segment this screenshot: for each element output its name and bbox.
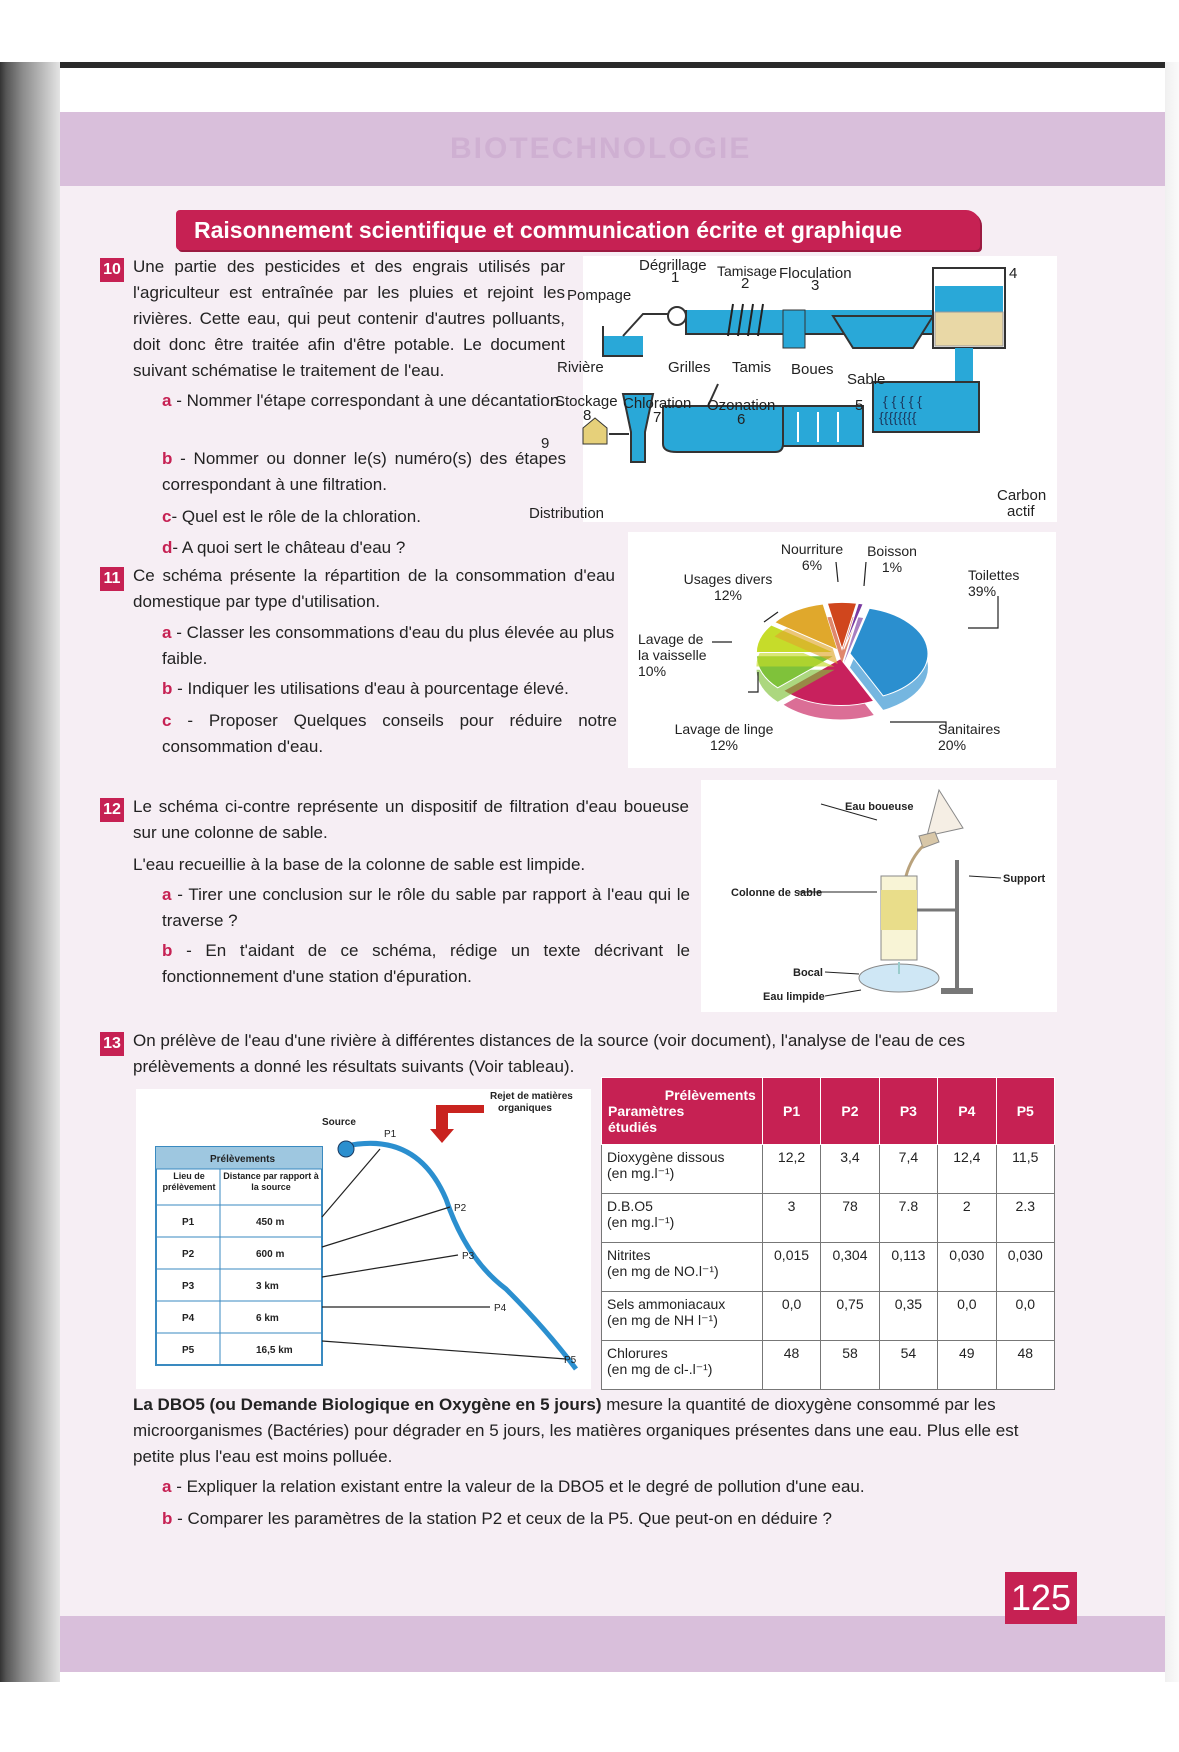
rejet-label-2: organiques: [498, 1103, 552, 1114]
pie-leader-line: [968, 596, 998, 628]
sieve-tank: [783, 310, 805, 348]
question-letter: a: [162, 391, 172, 410]
footer-band: [60, 1616, 1165, 1672]
table-row: [602, 1243, 1055, 1292]
stockage-number: 8: [583, 407, 592, 424]
boues-label: Boues: [791, 361, 834, 378]
scan-edge-right: [1165, 62, 1179, 1682]
sampling-row-distance: 6 km: [256, 1313, 279, 1324]
ex12-question-a: [162, 882, 690, 934]
sampling-row-distance: 16,5 km: [256, 1345, 293, 1356]
header-band: [60, 112, 1165, 186]
table-row: [602, 1341, 1055, 1390]
pie-chart: [628, 532, 1056, 768]
funnel-flask: [927, 790, 963, 836]
scan-edge-top: [0, 62, 1179, 68]
value-cell: 49: [938, 1341, 996, 1390]
pie-label: Toilettes: [968, 567, 1020, 583]
sand-filter: [935, 312, 1003, 346]
pie-label: Lavage de: [638, 631, 704, 647]
value-cell: 0,35: [879, 1292, 937, 1341]
question-text: - Indiquer les utilisations d'eau à pourcentage élevé.: [177, 679, 569, 698]
pie-leader-line: [764, 612, 778, 622]
floculation-tank: [833, 316, 933, 348]
eau-boueuse-label: Eau boueuse: [845, 801, 914, 813]
ex11-question-b: [162, 676, 617, 702]
value-cell: 0,030: [938, 1243, 996, 1292]
param-unit: (en mg.l⁻¹): [607, 1214, 675, 1230]
param-unit: (en mg.l⁻¹): [607, 1165, 675, 1181]
pie-leader-line: [864, 562, 866, 586]
value-cell: 0,0: [996, 1292, 1054, 1341]
table-row: [602, 1145, 1055, 1194]
pie-label: 20%: [938, 737, 967, 753]
river-water: [603, 336, 643, 356]
ozonation-tank: [779, 406, 863, 446]
value-cell: 0,113: [879, 1243, 937, 1292]
value-cell: 12,4: [938, 1145, 996, 1194]
actif-label: actif: [1007, 503, 1035, 520]
param-name: Dioxygène dissous: [607, 1149, 725, 1165]
sampling-row-distance: 3 km: [256, 1281, 279, 1292]
value-cell: 58: [821, 1341, 879, 1390]
sable-label: Sable: [847, 371, 886, 388]
dbo-term: La DBO5 (ou Demande Biologique en Oxygène en 5 jours): [133, 1395, 602, 1414]
ex12-line2: L'eau recueillie à la base de la colonne de sable est limpide.: [133, 855, 586, 874]
ghost-header: BIOTECHNOLOGIE: [450, 132, 752, 165]
pie-label: la vaisselle: [638, 647, 707, 663]
question-letter: c: [162, 507, 172, 526]
param-name: D.B.O5: [607, 1198, 653, 1214]
river-line: [342, 1143, 576, 1369]
pie-label: 12%: [713, 587, 743, 603]
sampling-col1-header: Lieu de prélèvement: [162, 1171, 216, 1192]
ex13-question-a: [162, 1474, 1052, 1500]
ex10-question-a: [162, 388, 566, 414]
table-header-corner: [602, 1078, 763, 1145]
value-cell: 2.3: [996, 1194, 1054, 1243]
question-letter: b: [162, 449, 173, 468]
colonne-label: Colonne de sable: [731, 887, 823, 899]
step-4-number: 4: [1009, 265, 1018, 282]
grilles-label: Grilles: [668, 359, 711, 376]
pie-label: Lavage de linge: [674, 721, 774, 737]
question-text: - Classer les consommations d'eau du plus élevée au plus faible.: [162, 623, 615, 668]
question-letter: d: [162, 538, 173, 557]
page-number: 125: [1005, 1572, 1077, 1624]
param-cell: [602, 1145, 763, 1194]
question-letter: a: [162, 623, 172, 642]
value-cell: 0,75: [821, 1292, 879, 1341]
analysis-table: [601, 1077, 1055, 1390]
pie-label: Sanitaires: [938, 721, 1001, 737]
river-sampling-map: [136, 1089, 591, 1389]
value-cell: 12,2: [762, 1145, 820, 1194]
exercise-number-13: 13: [100, 1032, 124, 1056]
degrillage-number: 1: [671, 269, 680, 286]
dbo-definition: [133, 1392, 1063, 1470]
value-cell: 78: [821, 1194, 879, 1243]
value-cell: 11,5: [996, 1145, 1054, 1194]
svg-text:{ { { { {: { { { { {: [883, 393, 922, 409]
value-cell: 48: [762, 1341, 820, 1390]
ex10-question-b: [162, 446, 566, 498]
sampling-col2-header: Distance par rapport à la source: [223, 1171, 319, 1192]
river-label-p3: P3: [462, 1251, 475, 1262]
col-header: P4: [938, 1078, 996, 1145]
question-text: - Nommer ou donner le(s) numéro(s) des étapes correspondant à une filtration.: [162, 449, 566, 494]
ex10-intro: Une partie des pesticides et des engrais utilisés par l'agriculteur est entraînée par les pluies et rejoint les rivières. Cette eau, qui peut contenir d'autres polluants, doit donc être traitée afin d'être potable. Le document suivant schématise le traitement de l'eau.: [133, 257, 565, 380]
param-name: Nitrites: [607, 1247, 651, 1263]
tamisage-number: 2: [741, 275, 750, 292]
col-header: P5: [996, 1078, 1054, 1145]
sampling-row-point: P3: [182, 1281, 195, 1292]
question-letter: b: [162, 679, 173, 698]
value-cell: 7.8: [879, 1194, 937, 1243]
pie-leader-line: [836, 562, 838, 582]
step-9-number: 9: [541, 435, 550, 452]
svg-text:{{{{{{{{: {{{{{{{{: [879, 409, 917, 425]
pie-label: 39%: [968, 583, 997, 599]
river-label-p2: P2: [454, 1203, 467, 1214]
question-text: - Tirer une conclusion sur le rôle du sable par rapport à l'eau qui le traverse ?: [162, 885, 690, 930]
param-cell: [602, 1341, 763, 1390]
sampling-row-point: P4: [182, 1313, 195, 1324]
source-marker: [338, 1141, 354, 1157]
support-label: Support: [1003, 873, 1046, 885]
ex10-question-d: [162, 535, 566, 561]
ex13-intro: On prélève de l'eau d'une rivière à différentes distances de la source (voir document), l'analyse de l'eau de ces prélèvements a donné les résultats suivants (Voir tableau).: [133, 1031, 965, 1076]
pie-label: 1%: [881, 559, 903, 575]
exercise-number-10: 10: [100, 258, 124, 282]
sampling-row-point: P1: [182, 1217, 195, 1228]
value-cell: 48: [996, 1341, 1054, 1390]
header-prelevements: Prélèvements: [664, 1087, 756, 1103]
col-header: P3: [879, 1078, 937, 1145]
value-cell: 7,4: [879, 1145, 937, 1194]
col-header: P2: [821, 1078, 879, 1145]
ozonation-label: Ozonation: [707, 397, 776, 414]
sampling-row-distance: 450 m: [256, 1217, 285, 1228]
param-unit: (en mg de NH l⁻¹): [607, 1312, 718, 1328]
value-cell: 0,0: [762, 1292, 820, 1341]
ex11-question-c: [162, 708, 617, 760]
question-letter: b: [162, 1509, 173, 1528]
pump-icon: [668, 307, 686, 325]
question-letter: a: [162, 1477, 172, 1496]
question-text: - Nommer l'étape correspondant à une décantation.: [176, 391, 565, 410]
exercise-number-12: 12: [100, 798, 124, 822]
question-text: - A quoi sert le château d'eau ?: [172, 538, 406, 557]
sampling-row-distance: 600 m: [256, 1249, 285, 1260]
question-letter: a: [162, 885, 172, 904]
value-cell: 0,030: [996, 1243, 1054, 1292]
water-treatment-diagram: [529, 256, 1057, 522]
param-cell: [602, 1292, 763, 1341]
value-cell: 0,304: [821, 1243, 879, 1292]
eau-limpide-label: Eau limpide: [763, 991, 825, 1003]
sampling-table-title: Prélèvements: [210, 1154, 276, 1165]
param-cell: [602, 1243, 763, 1292]
param-cell: [602, 1194, 763, 1243]
value-cell: 54: [879, 1341, 937, 1390]
value-cell: 3,4: [821, 1145, 879, 1194]
carbon-label: Carbon: [997, 487, 1047, 504]
question-text: - Proposer Quelques conseils pour réduire notre consommation d'eau.: [162, 711, 617, 756]
ex10-question-c: [162, 504, 566, 530]
question-text: - En t'aidant de ce schéma, rédige un texte décrivant le fonctionnement d'une station d'épuration.: [162, 941, 690, 986]
ex11-question-a: [162, 620, 617, 672]
section-title: Raisonnement scientifique et communication écrite et graphique: [176, 210, 980, 250]
pie-chart-figure: [628, 532, 1056, 768]
sampling-row-point: P5: [182, 1345, 195, 1356]
question-text: - Quel est le rôle de la chloration.: [171, 507, 421, 526]
param-unit: (en mg de NO.l⁻¹): [607, 1263, 719, 1279]
rejet-label-1: Rejet de matières: [490, 1091, 573, 1102]
sand-filtration-diagram: [701, 780, 1057, 1012]
chloration-label: Chloration: [623, 395, 692, 412]
pie-label: Nourriture: [780, 541, 844, 557]
question-letter: b: [162, 941, 173, 960]
param-name: Sels ammoniacaux: [607, 1296, 726, 1312]
ex12-intro: Le schéma ci-contre représente un dispositif de filtration d'eau boueuse sur une colonne de sable.: [133, 797, 689, 842]
value-cell: 2: [938, 1194, 996, 1243]
pie-label: 6%: [801, 557, 823, 573]
pie-label: Usages divers: [683, 571, 773, 587]
question-text: - Comparer les paramètres de la station P2 et ceux de la P5. Que peut-on en déduire ?: [177, 1509, 832, 1528]
riviere-label: Rivière: [557, 359, 604, 376]
value-cell: 0,0: [938, 1292, 996, 1341]
river-label-p1: P1: [384, 1129, 397, 1140]
step-5-number: 5: [855, 397, 864, 414]
col-header: P1: [762, 1078, 820, 1145]
river-label-p5: P5: [564, 1355, 577, 1366]
ozonation-number: 6: [737, 411, 746, 428]
stockage-label: Stockage: [555, 393, 618, 410]
header-parametres: Paramètres étudiés: [608, 1103, 685, 1135]
pie-leader-line: [748, 672, 758, 692]
source-label: Source: [322, 1117, 356, 1128]
question-text: - Expliquer la relation existant entre la valeur de la DBO5 et le degré de pollution d'une eau.: [176, 1477, 865, 1496]
floculation-number: 3: [811, 277, 820, 294]
pompage-label: Pompage: [567, 287, 632, 304]
value-cell: 3: [762, 1194, 820, 1243]
tamis-label: Tamis: [732, 359, 772, 376]
tamisage-label: Tamisage: [717, 263, 777, 279]
scan-edge-left: [0, 62, 60, 1682]
pie-label: Boisson: [867, 543, 917, 559]
param-unit: (en mg de cl-.l⁻¹): [607, 1361, 713, 1377]
dbo-text: mesure la quantité de dioxygène consommé par les microorganismes (Bactéries) pour dégrader en 5 jours, les matières organiques présentes dans une eau. Plus elle est petite plus l'eau est moins polluée.: [133, 1395, 1019, 1466]
pie-label: 10%: [638, 663, 667, 679]
ex11-intro: Ce schéma présente la répartition de la consommation d'eau domestique par type d'utilisation.: [133, 566, 615, 611]
ex13-question-b: [162, 1506, 1052, 1532]
floculation-label: Floculation: [779, 265, 852, 282]
bocal-label: Bocal: [793, 967, 823, 979]
degrillage-label: Dégrillage: [639, 257, 707, 274]
exercise-number-11: 11: [100, 567, 124, 591]
rejet-arrow-icon: [430, 1105, 484, 1143]
distribution-label: Distribution: [529, 505, 605, 522]
question-letter: c: [162, 711, 172, 730]
river-label-p4: P4: [494, 1303, 507, 1314]
ex12-question-b: [162, 938, 690, 990]
value-cell: 0,015: [762, 1243, 820, 1292]
sampling-row-point: P2: [182, 1249, 195, 1260]
param-name: Chlorures: [607, 1345, 668, 1361]
table-row: [602, 1292, 1055, 1341]
chloration-number: 7: [653, 409, 662, 426]
table-row: [602, 1194, 1055, 1243]
pie-label: 12%: [709, 737, 739, 753]
